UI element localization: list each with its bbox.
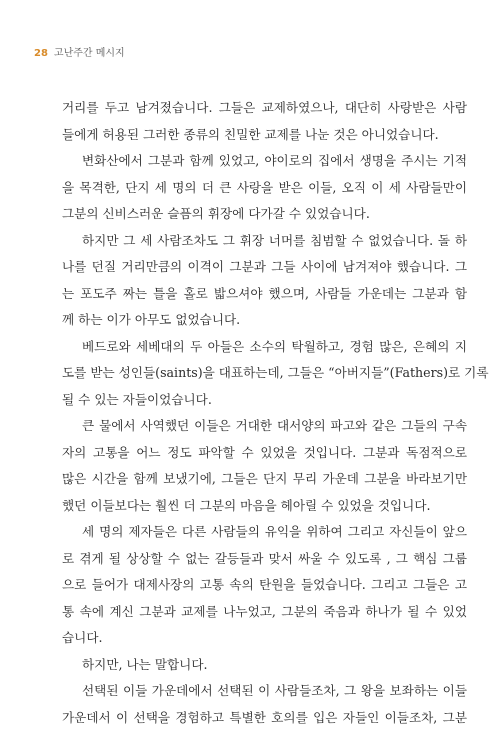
text-line: 많은 시간을 함께 보냈기에, 그들은 단지 무리 가운데 그분을 바라보기만: [62, 471, 467, 486]
text-line: 도를 받는 성인들(saints)을 대표하는데, 그들은 “아버지들”(Fathers)로 기록: [62, 365, 489, 380]
text-line: 가운데서 이 선택을 경험하고 특별한 호의를 입은 자들인 이들조차, 그분: [62, 709, 467, 725]
book-title: 고난주간 메시지: [53, 48, 125, 59]
text-line: 께 하는 이가 아무도 없었습니다.: [62, 312, 241, 327]
text-line: 될 수 있는 자들이었습니다.: [62, 391, 212, 407]
text-line: 으로 들어가 대제사장의 고통 속의 탄원을 들었습니다. 그리고 그들은 고: [62, 577, 467, 592]
text-line: 하지만, 나는 말합니다.: [82, 656, 208, 672]
text-line: 세 명의 제자들은 다른 사람들의 유익을 위하여 그리고 자신들이 앞으: [82, 524, 467, 539]
body-text: [62, 95, 489, 731]
text-line: 거리를 두고 남겨졌습니다. 그들은 교제하였으나, 대단히 사랑받은 사람: [62, 100, 467, 115]
text-line: 하지만 그 세 사람조차도 그 휘장 너머를 침범할 수 없었습니다. 돌 하: [82, 232, 467, 248]
text-line: 습니다.: [62, 630, 103, 645]
text-line: 큰 물에서 사역했던 이들은 거대한 대서양의 파고와 같은 그들의 구속: [82, 418, 467, 433]
page-number: 28: [34, 48, 48, 59]
text-line: 했던 이들보다는 훨씬 더 그분의 마음을 헤아릴 수 있었을 것입니다.: [62, 497, 431, 513]
text-line: 나를 던질 거리만큼의 이격이 그분과 그들 사이에 남겨져야 했습니다. 그: [62, 259, 467, 274]
text-line: 을 목격한, 단지 세 명의 더 큰 사랑을 받은 이들, 오직 이 세 사람들만이: [62, 179, 467, 195]
text-line: 선택된 이들 가운데에서 선택된 이 사람들조차, 그 왕을 보좌하는 이들: [82, 683, 467, 698]
text-line: 그분의 신비스러운 슬픔의 휘장에 다가갈 수 있었습니다.: [62, 206, 370, 221]
text-line: 통 속에 계신 그분과 교제를 나누었고, 그분의 죽음과 하나가 될 수 있었: [62, 603, 467, 619]
text-line: 는 포도주 짜는 틀을 홀로 밟으셔야 했으며, 사람들 가운데는 그분과 함: [62, 285, 467, 301]
text-line: 변화산에서 그분과 함께 있었고, 야이로의 집에서 생명을 주시는 기적: [82, 153, 467, 168]
running-header: [34, 44, 125, 59]
text-line: 자의 고통을 어느 정도 파악할 수 있었을 것입니다. 그분과 독점적으로: [62, 444, 467, 460]
text-line: 베드로와 세베대의 두 아들은 소수의 탁월하고, 경험 많은, 은혜의 지: [82, 338, 467, 354]
text-line: 로 겪게 될 상상할 수 없는 갈등들과 맞서 싸울 수 있도록 , 그 핵심 그룹: [62, 550, 467, 566]
text-line: 들에게 허용된 그러한 종류의 친밀한 교제를 나눈 것은 아니었습니다.: [62, 126, 439, 142]
